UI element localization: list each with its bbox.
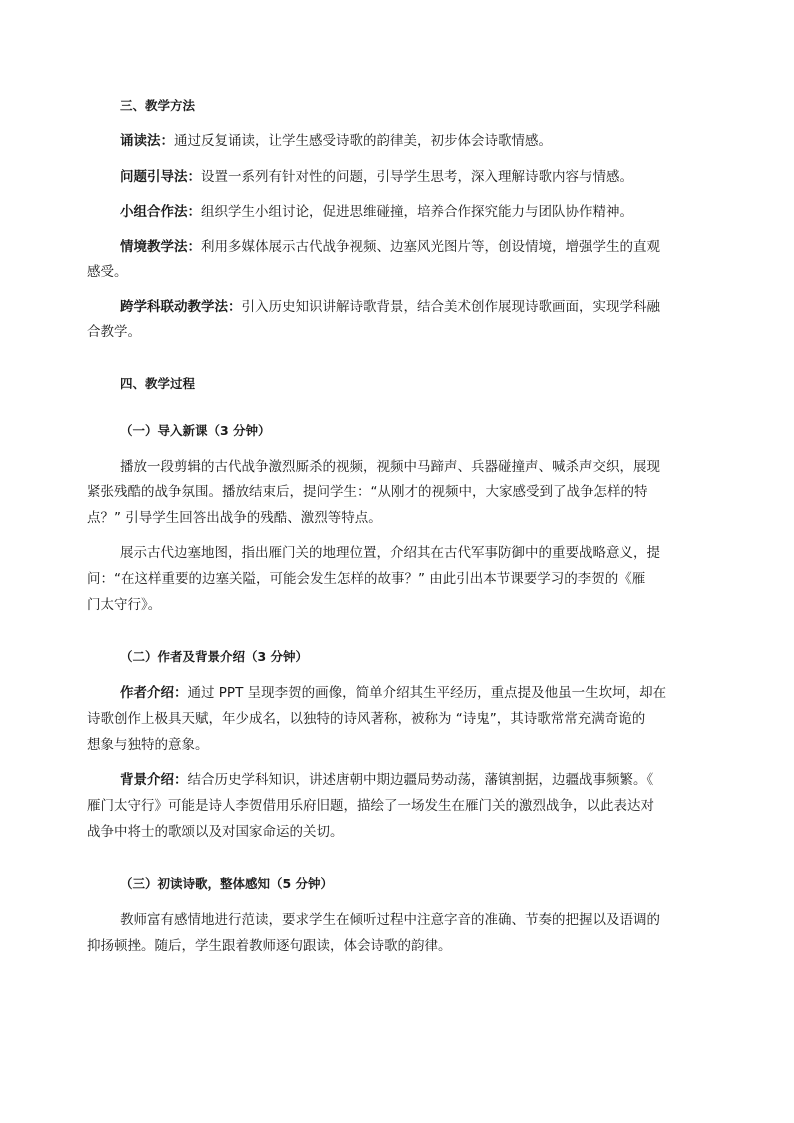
method-text-continued: 合教学。 <box>87 324 141 340</box>
paragraph-label: 作者介绍： <box>120 685 188 701</box>
method-text: 组织学生小组讨论，促进思维碰撞，培养合作探究能力与团队协作精神。 <box>201 204 633 220</box>
method-label: 小组合作法： <box>120 204 201 220</box>
method-label: 问题引导法： <box>120 169 201 185</box>
method-text: 设置一系列有针对性的问题，引导学生思考，深入理解诗歌内容与情感。 <box>201 169 633 185</box>
paragraph-line: 抑扬顿挫。随后，学生跟着教师逐句跟读，体会诗歌的韵律。 <box>87 938 452 954</box>
method-label: 诵读法： <box>120 133 174 149</box>
paragraph-line: 紧张残酷的战争氛围。播放结束后，提问学生：“从刚才的视频中，大家感受到了战争怎样的特 <box>87 484 648 500</box>
method-question-guidance <box>120 167 633 187</box>
paragraph-label: 背景介绍： <box>120 772 188 788</box>
method-interdisciplinary <box>120 297 660 317</box>
paragraph-line: 播放一段剪辑的古代战争激烈厮杀的视频，视频中马蹄声、兵器碰撞声、喊杀声交织，展现 <box>120 459 660 475</box>
paragraph-line: 想象与独特的意象。 <box>87 737 209 753</box>
paragraph-line: 问：“在这样重要的边塞关隘，可能会发生怎样的故事？” 由此引出本节课要学习的李贺的《雁 <box>87 571 646 587</box>
method-text: 利用多媒体展示古代战争视频、边塞风光图片等，创设情境，增强学生的直观 <box>201 239 660 255</box>
paragraph-text: 通过 PPT 呈现李贺的画像，简单介绍其生平经历，重点提及他虽一生坎坷，却在 <box>187 685 667 701</box>
paragraph-line: 展示古代边塞地图，指出雁门关的地理位置，介绍其在古代军事防御中的重要战略意义，提 <box>120 545 660 561</box>
paragraph-line: 雁门太守行》可能是诗人李贺借用乐府旧题，描绘了一场发生在雁门关的激烈战争，以此表达对 <box>87 798 654 814</box>
part-2-heading: （二）作者及背景介绍（3 分钟） <box>120 649 309 664</box>
method-label: 跨学科联动教学法： <box>120 299 242 315</box>
method-text-continued: 感受。 <box>87 264 128 280</box>
method-recitation <box>120 131 552 151</box>
author-intro <box>120 683 666 703</box>
method-text: 通过反复诵读，让学生感受诗歌的韵律美，初步体会诗歌情感。 <box>174 133 552 149</box>
method-group-work <box>120 202 633 222</box>
method-label: 情境教学法： <box>120 239 201 255</box>
paragraph-line: 教师富有感情地进行范读，要求学生在倾听过程中注意字音的准确、节奏的把握以及语调的 <box>120 912 660 928</box>
background-intro <box>120 770 653 790</box>
method-text: 引入历史知识讲解诗歌背景，结合美术创作展现诗歌画面，实现学科融 <box>241 299 660 315</box>
paragraph-text: 结合历史学科知识，讲述唐朝中期边疆局势动荡，藩镇割据，边疆战事频繁。《 <box>187 772 654 788</box>
method-situational <box>120 237 660 257</box>
paragraph-line: 战争中将士的歌颂以及对国家命运的关切。 <box>87 824 344 840</box>
section-4-title: 四、教学过程 <box>120 376 196 391</box>
paragraph-line: 点？” 引导学生回答出战争的残酷、激烈等特点。 <box>87 510 382 526</box>
paragraph-line: 诗歌创作上极具天赋，年少成名，以独特的诗风著称，被称为 “诗鬼”，其诗歌常常充满奇诡的 <box>87 711 646 727</box>
paragraph-line: 门太守行》。 <box>87 597 162 613</box>
part-1-heading: （一）导入新课（3 分钟） <box>120 423 271 438</box>
section-3-title: 三、教学方法 <box>120 98 196 113</box>
part-3-heading: （三）初读诗歌，整体感知（5 分钟） <box>120 876 334 891</box>
